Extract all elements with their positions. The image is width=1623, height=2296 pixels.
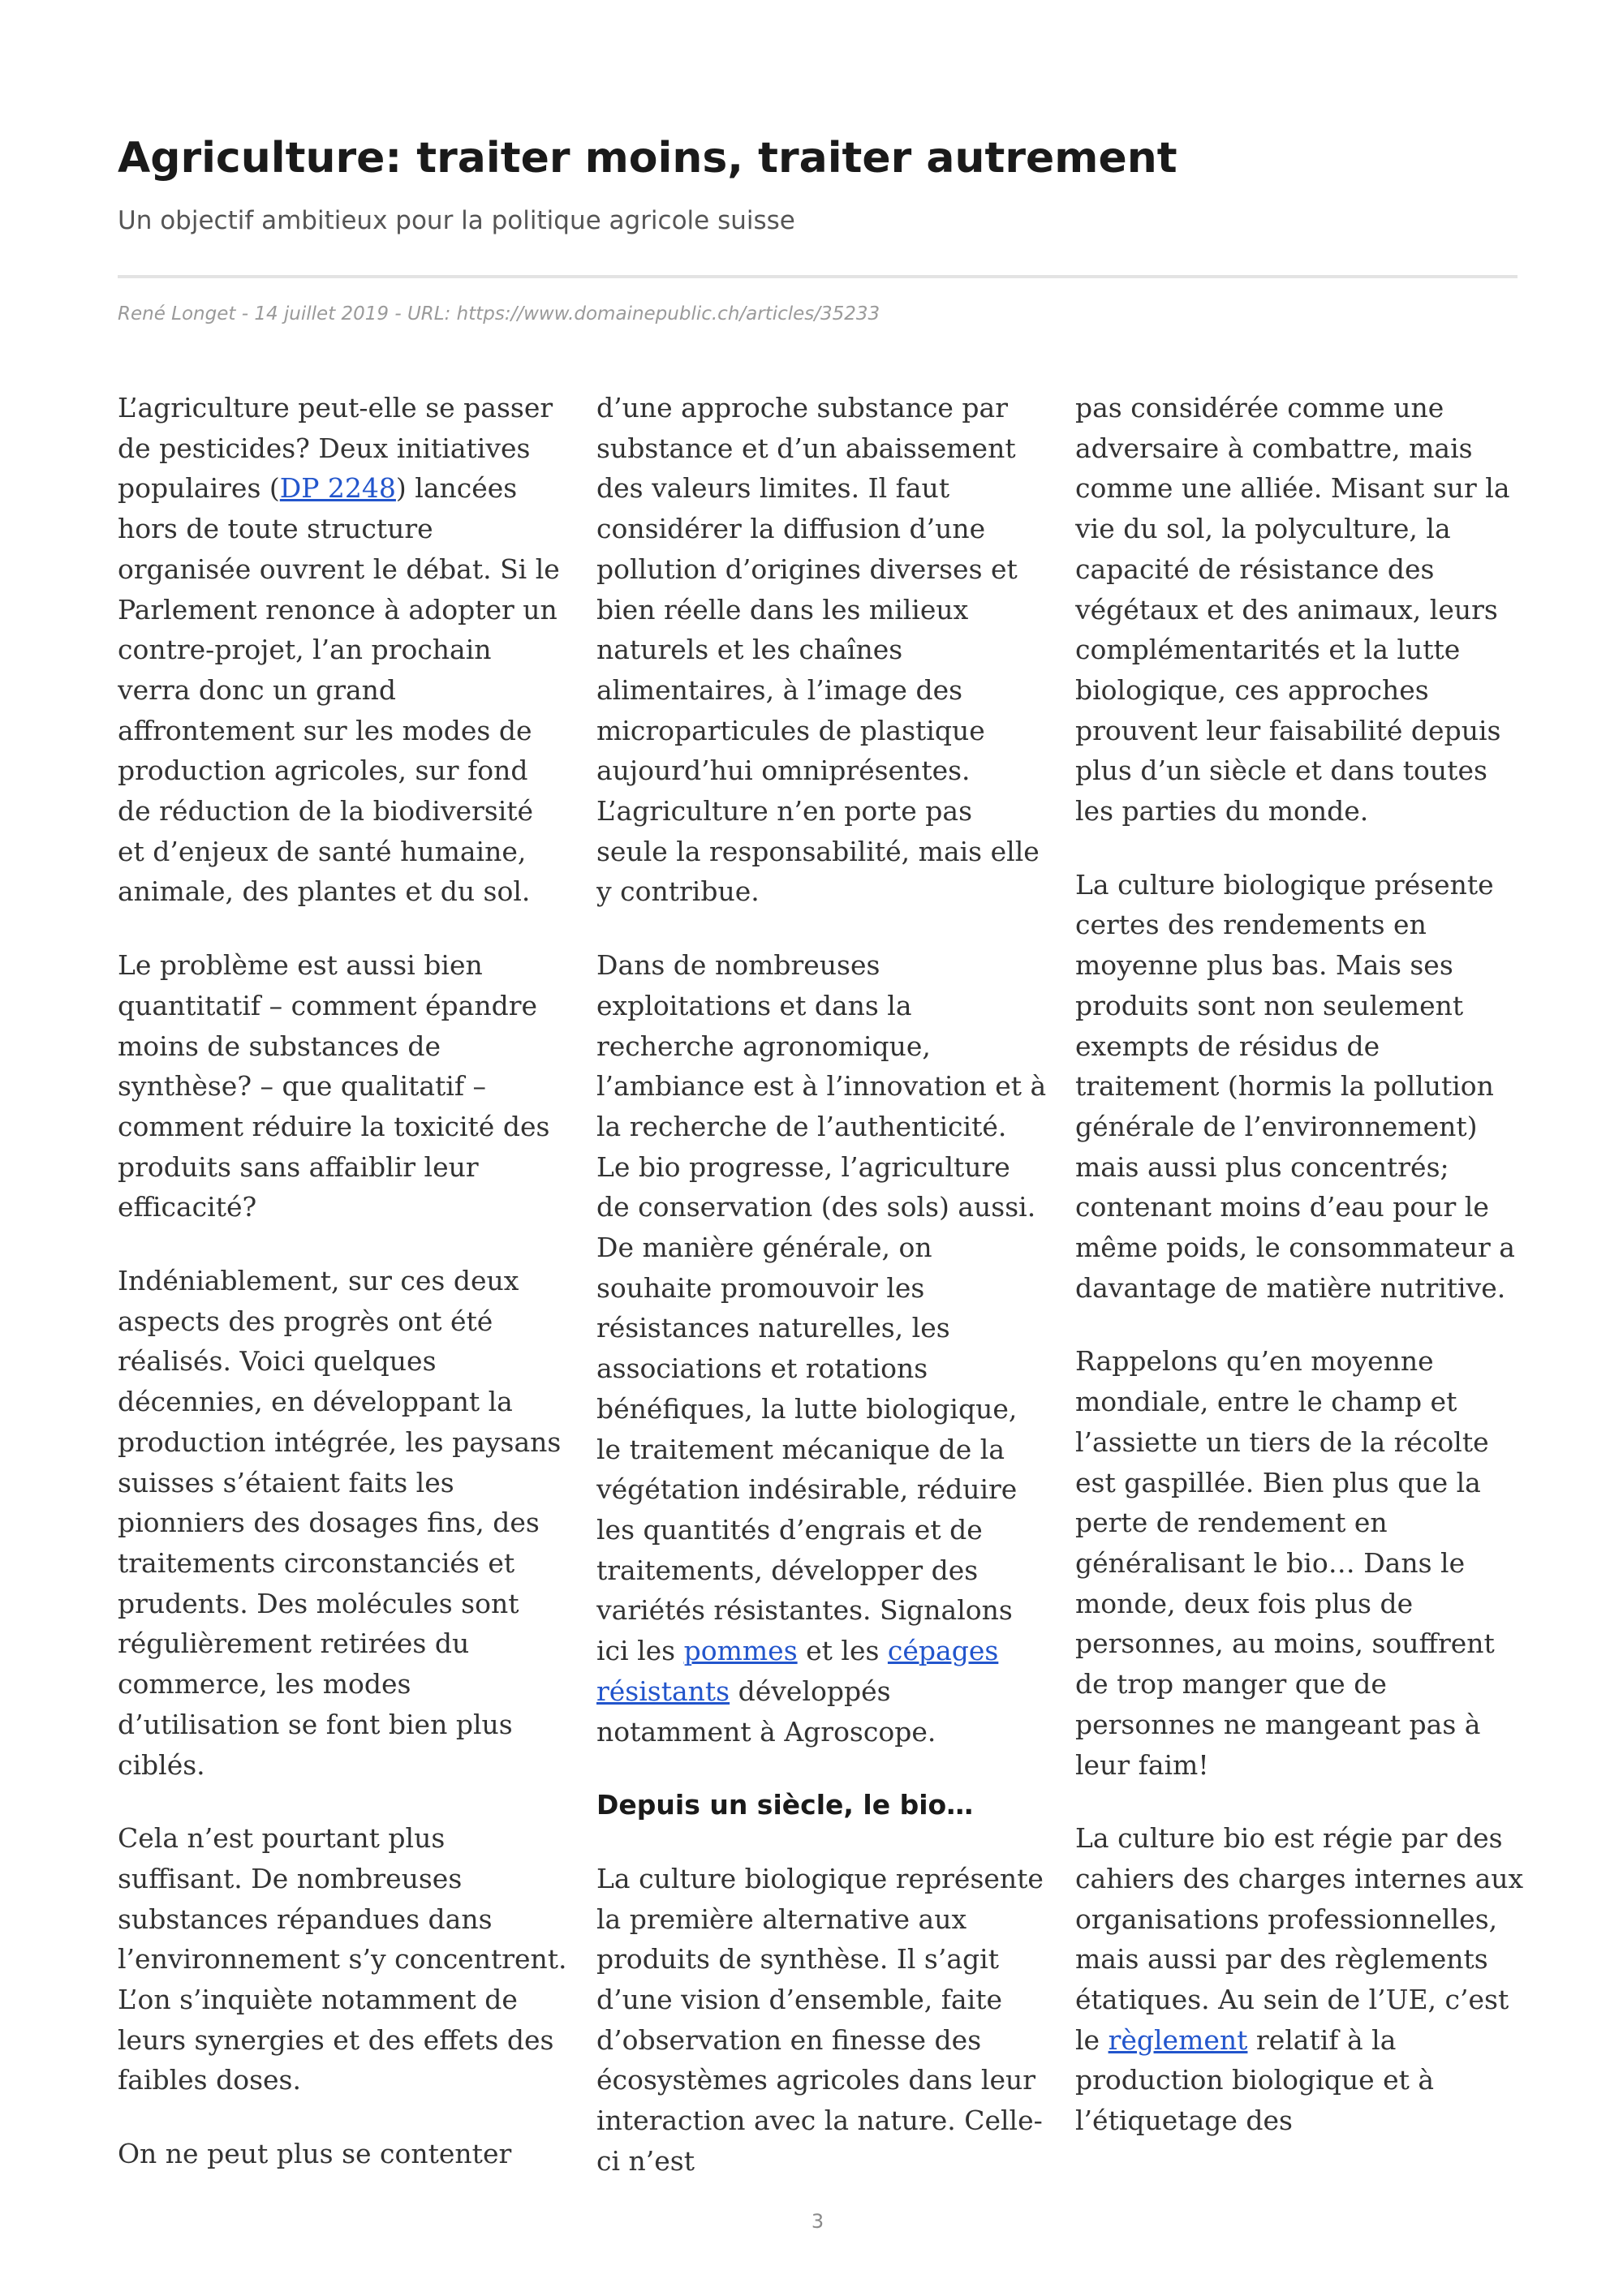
paragraph-text: relatif à la production biologique et à l’étiquetage des xyxy=(1075,2023,1435,2137)
pommes-link[interactable]: pommes xyxy=(683,1635,798,1667)
paragraph: pas considérée comme une adversaire à combattre, mais comme une alliée. Misant sur la vie du sol, la polyculture, la capacité de résistance des végétaux et des animaux, leurs complémentarités et la lutte biologique, ces approches prouvent leur faisabilité depuis plus d’un siècle et dans toutes les parties du monde. xyxy=(1075,392,1510,828)
article-subtitle: Un objectif ambitieux pour la politique agricole suisse xyxy=(118,206,795,235)
paragraph: d’une approche substance par substance et d’un abaissement des valeurs limites. Il faut considérer la diffusion d’une pollution d’origines diverses et bien réelle dans les milieux naturels et les chaînes alimentaires, à l’image des microparticules de plastique aujourd’hui omniprésentes. L’agriculture n’en porte pas seule la responsabilité, mais elle y contribue. xyxy=(596,392,1040,908)
dp-2248-link[interactable]: DP 2248 xyxy=(279,472,396,505)
article-title: Agriculture: traiter moins, traiter autrement xyxy=(118,134,1177,183)
paragraph: Le problème est aussi bien quantitatif – comment épandre moins de substances de synthèse? – que qualitatif – comment réduire la toxicité des produits sans affaiblir leur efficacité? xyxy=(118,949,550,1223)
paragraph-text: La culture bio est régie par des cahiers des charges internes aux organisations professionnelles, mais aussi par des règlements étatiques. Au sein de l’UE, c’est le xyxy=(1075,1822,1524,2056)
paragraph xyxy=(1075,1818,1526,2141)
paragraph: La culture biologique présente certes des rendements en moyenne plus bas. Mais ses produits sont non seulement exempts de résidus de traitement (hormis la pollution générale de l’environnement) mais aussi plus concentrés; contenant moins d’eau pour le même poids, le consommateur a davantage de matière nutritive. xyxy=(1075,868,1515,1304)
paragraph-text: L’agriculture peut-elle se passer de pesticides? Deux initiatives populaires ( xyxy=(118,392,553,505)
page-number: 3 xyxy=(811,2210,824,2233)
text-column-3 xyxy=(1075,388,1526,2197)
paragraph xyxy=(118,388,568,912)
cepages-resistants-link[interactable]: cépages résistants xyxy=(596,1635,999,1707)
article-meta: René Longet - 14 juillet 2019 - URL: https://www.domainepublic.ch/articles/35233 xyxy=(118,303,880,325)
paragraph: Cela n’est pourtant plus suffisant. De nombreuses substances répandues dans l’environnement s’y concentrent. L’on s’inquiète notamment de leurs synergies et des effets des faibles doses. xyxy=(118,1822,567,2096)
paragraph: La culture biologique représente la première alternative aux produits de synthèse. Il s’agit d’une vision d’ensemble, faite d’observation en finesse des écosystèmes agricoles dans leur interaction avec la nature. Celle-ci n’est xyxy=(596,1862,1044,2177)
paragraph: Indéniablement, sur ces deux aspects des progrès ont été réalisés. Voici quelques décennies, en développant la production intégrée, les paysans suisses s’étaient faits les pionniers des dosages fins, des traitements circonstanciés et prudents. Des molécules sont régulièrement retirées du commerce, les modes d’utilisation se font bien plus ciblés. xyxy=(118,1265,562,1781)
section-heading: Depuis un siècle, le bio… xyxy=(596,1789,974,1821)
paragraph: Rappelons qu’en moyenne mondiale, entre le champ et l’assiette un tiers de la récolte est gaspillée. Bien plus que la perte de rendement en généralisant le bio… Dans le monde, deux fois plus de personnes, au moins, souffrent de trop manger que de personnes ne mangeant pas à leur faim! xyxy=(1075,1345,1495,1781)
paragraph-text: ) lancées hors de toute structure organisée ouvrent le débat. Si le Parlement renonce à adopter un contre-projet, l’an prochain verra donc un grand affrontement sur les modes de production agricoles, sur fond de réduction de la biodiversité et d’enjeux de santé humaine, animale, des plantes et du sol. xyxy=(118,472,560,908)
text-column-1 xyxy=(118,388,568,2197)
paragraph xyxy=(596,945,1047,1752)
paragraph-text: développés notamment à Agroscope. xyxy=(596,1675,936,1748)
paragraph-text: Dans de nombreuses exploitations et dans la recherche agronomique, l’ambiance est à l’innovation et à la recherche de l’authenticité. Le bio progresse, l’agriculture de conservation (des sols) aussi. De manière générale, on souhaite promouvoir les résistances naturelles, les associations et rotations bénéfiques, la lutte biologique, le traitement mécanique de la végétation indésirable, réduire les quantités d’engrais et de traitements, développer des variétés résistantes. Signalons ici les xyxy=(596,949,1047,1667)
paragraph: On ne peut plus se contenter xyxy=(118,2138,512,2170)
text-column-2 xyxy=(596,388,1047,2197)
document-page xyxy=(118,0,1524,2296)
header-divider xyxy=(118,275,1518,278)
reglement-link[interactable]: règlement xyxy=(1108,2023,1248,2056)
paragraph-text: et les xyxy=(797,1635,888,1667)
